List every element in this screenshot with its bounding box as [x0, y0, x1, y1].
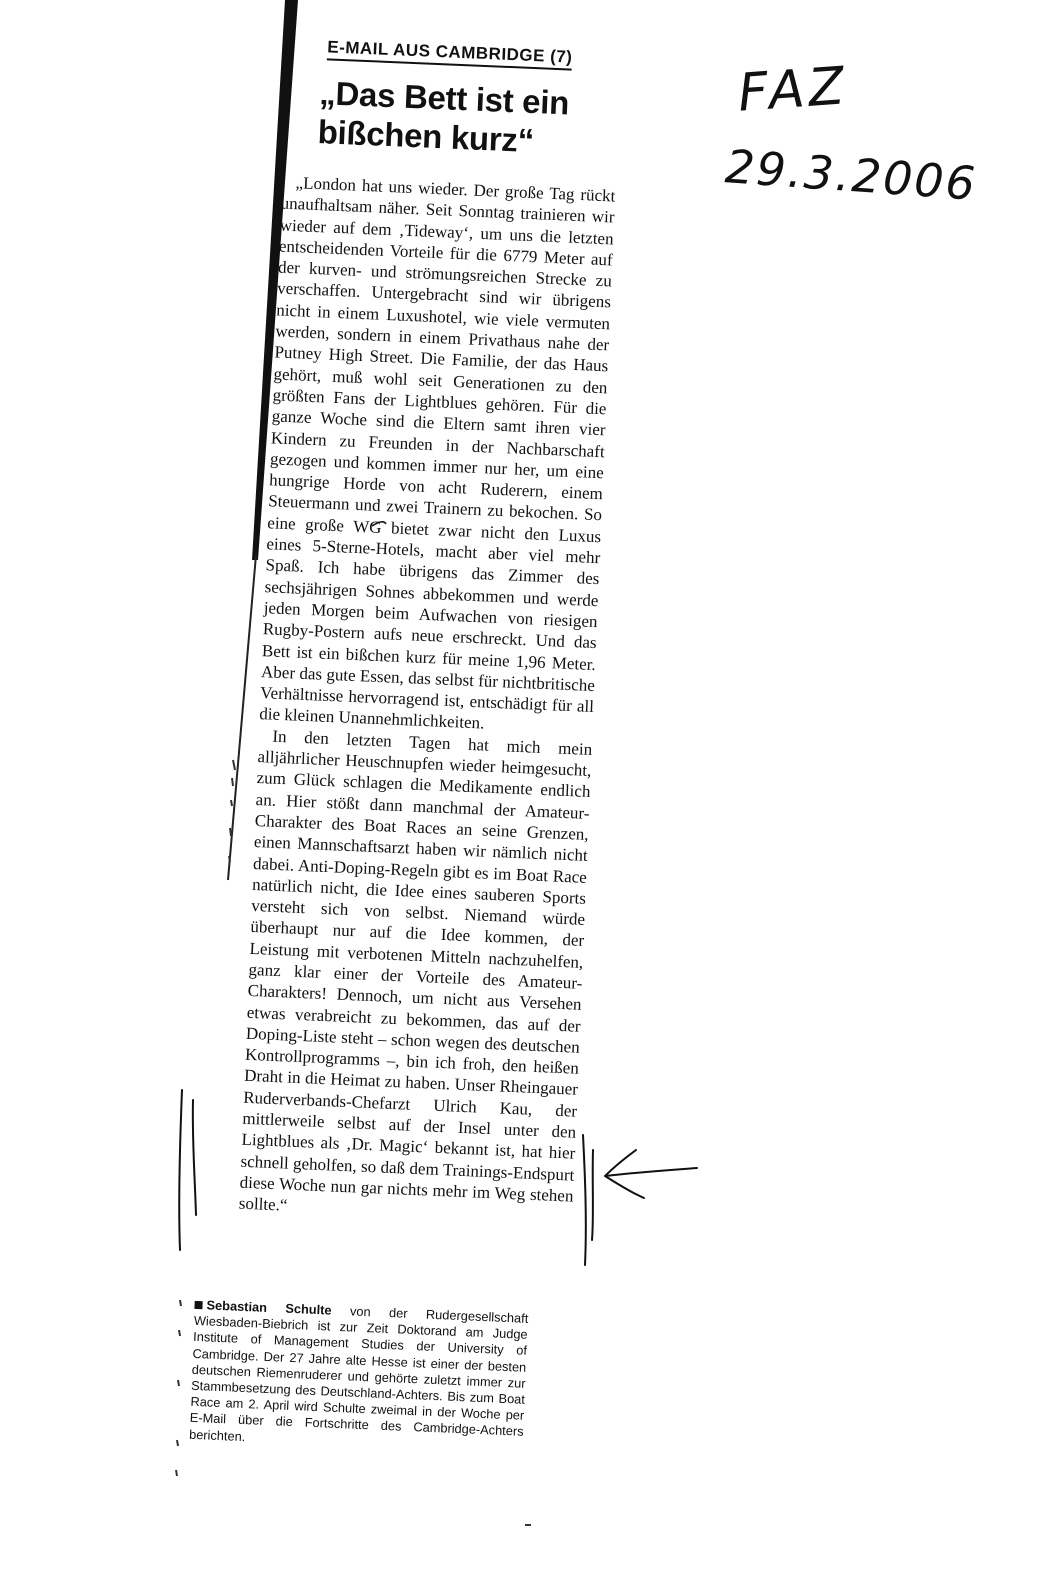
right-margin-stroke-2	[592, 1150, 593, 1240]
author-bio	[189, 1297, 529, 1457]
bio-author: Sebastian Schulte	[206, 1297, 332, 1318]
column-kicker: E-MAIL AUS CAMBRIDGE (7)	[327, 37, 573, 70]
left-margin-stroke-2	[193, 1100, 196, 1215]
article-paragraph: „London hat uns wieder. Der große Tag rückt unaufhaltsam näher. Seit Sonntag trainieren wir wieder auf dem ‚Tideway‘, um uns die letzten entscheidenden Vorteile für die 6779 Meter auf der kurven- und strömungsreichen Strecke zu verschaffen. Untergebracht sind wir übrigens nicht in einem Luxushotel, wie viele vermuten werden, sondern in einem Privathaus nahe der Putney High Street. Die Familie, der das Haus gehört, muß wohl seit Generationen zu den größten Fans der Lightblues gehören. Für die ganze Woche sind die Eltern samt ihren vier Kindern zu Freunden in der Nachbarschaft gezogen und kommen immer nur her, um eine hungrige Horde von acht Ruderern, einem Steuermann und zwei Trainern zu bekochen. So eine große WG bietet zwar nicht den Luxus eines 5-Sterne-Hotels, macht aber viel mehr Spaß. Ich habe übrigens das Zimmer des sechsjährigen Sohnes abbekommen und werde jeden Morgen beim Aufwachen von riesigen Rugby-Postern aufs neue erschreckt. Und das Bett ist ein bißchen kurz für meine 1,96 Meter. Aber das gute Essen, das selbst für nichtbritische Verhältnisse hervorragend ist, entschädigt für all die kleinen Unannehmlichkeiten.	[258, 173, 616, 733]
right-margin-stroke	[583, 1135, 586, 1265]
bio-bullet-icon	[194, 1301, 202, 1309]
bio-text: von der Rudergesellschaft Wiesbaden-Biebrich ist zur Zeit Doktorand am Judge Institute of Management Studies der University of Cambridge. Der 27 Jahre alte Hesse ist einer der besten deutschen Riemenruderer und gehörte zuletzt immer zur Stammbesetzung des Deutschland-Achters. Bis zum Boat Race am 2. April wird Schulte zweimal in der Woche per E-Mail über die Fortschritte des Cambridge-Achters berichten.	[188, 1303, 529, 1444]
arrow-icon	[605, 1150, 697, 1198]
handwritten-paper-name: FAZ	[736, 56, 851, 124]
article-headline: „Das Bett ist ein bißchen kurz“	[317, 74, 570, 160]
left-margin-stroke	[179, 1090, 182, 1250]
handwritten-date: 29.3.2006	[723, 139, 979, 211]
article-body	[238, 172, 615, 1229]
newspaper-clipping	[186, 30, 627, 1515]
article-paragraph: In den letzten Tagen hat mich mein alljährlicher Heuschnupfen wieder heimgesucht, zum Glück schlagen die Medikamente endlich an. Hier stößt dann manchmal der Amateur-Charakter des Boat Races an seine Grenzen, einen Mannschaftsarzt haben wir nämlich nicht dabei. Anti-Doping-Regeln gibt es im Boat Race natürlich nicht, die Idee eines sauberen Sports versteht sich von selbst. Niemand würde überhaupt nur auf die Idee kommen, der Leistung mit verbotenen Mitteln nachzuhelfen, ganz klar einer der Vorteile des Amateur-Charakters! Dennoch, um nicht aus Versehen etwas verabreicht zu bekommen, das auf der Doping-Liste steht – schon wegen des deutschen Kontrollprogramms –, bin ich froh, den heißen Draht in die Heimat zu haben. Unser Rheingauer Ruderverbands-Chefarzt Ulrich Kau, der mittlerweile selbst auf der Insel unter den Lightblues als ‚Dr. Magic‘ bekannt ist, hat hier schnell geholfen, so daß dem Trainings-Endspurt diese Woche nun gar nichts mehr im Weg stehen sollte.“	[238, 726, 593, 1215]
